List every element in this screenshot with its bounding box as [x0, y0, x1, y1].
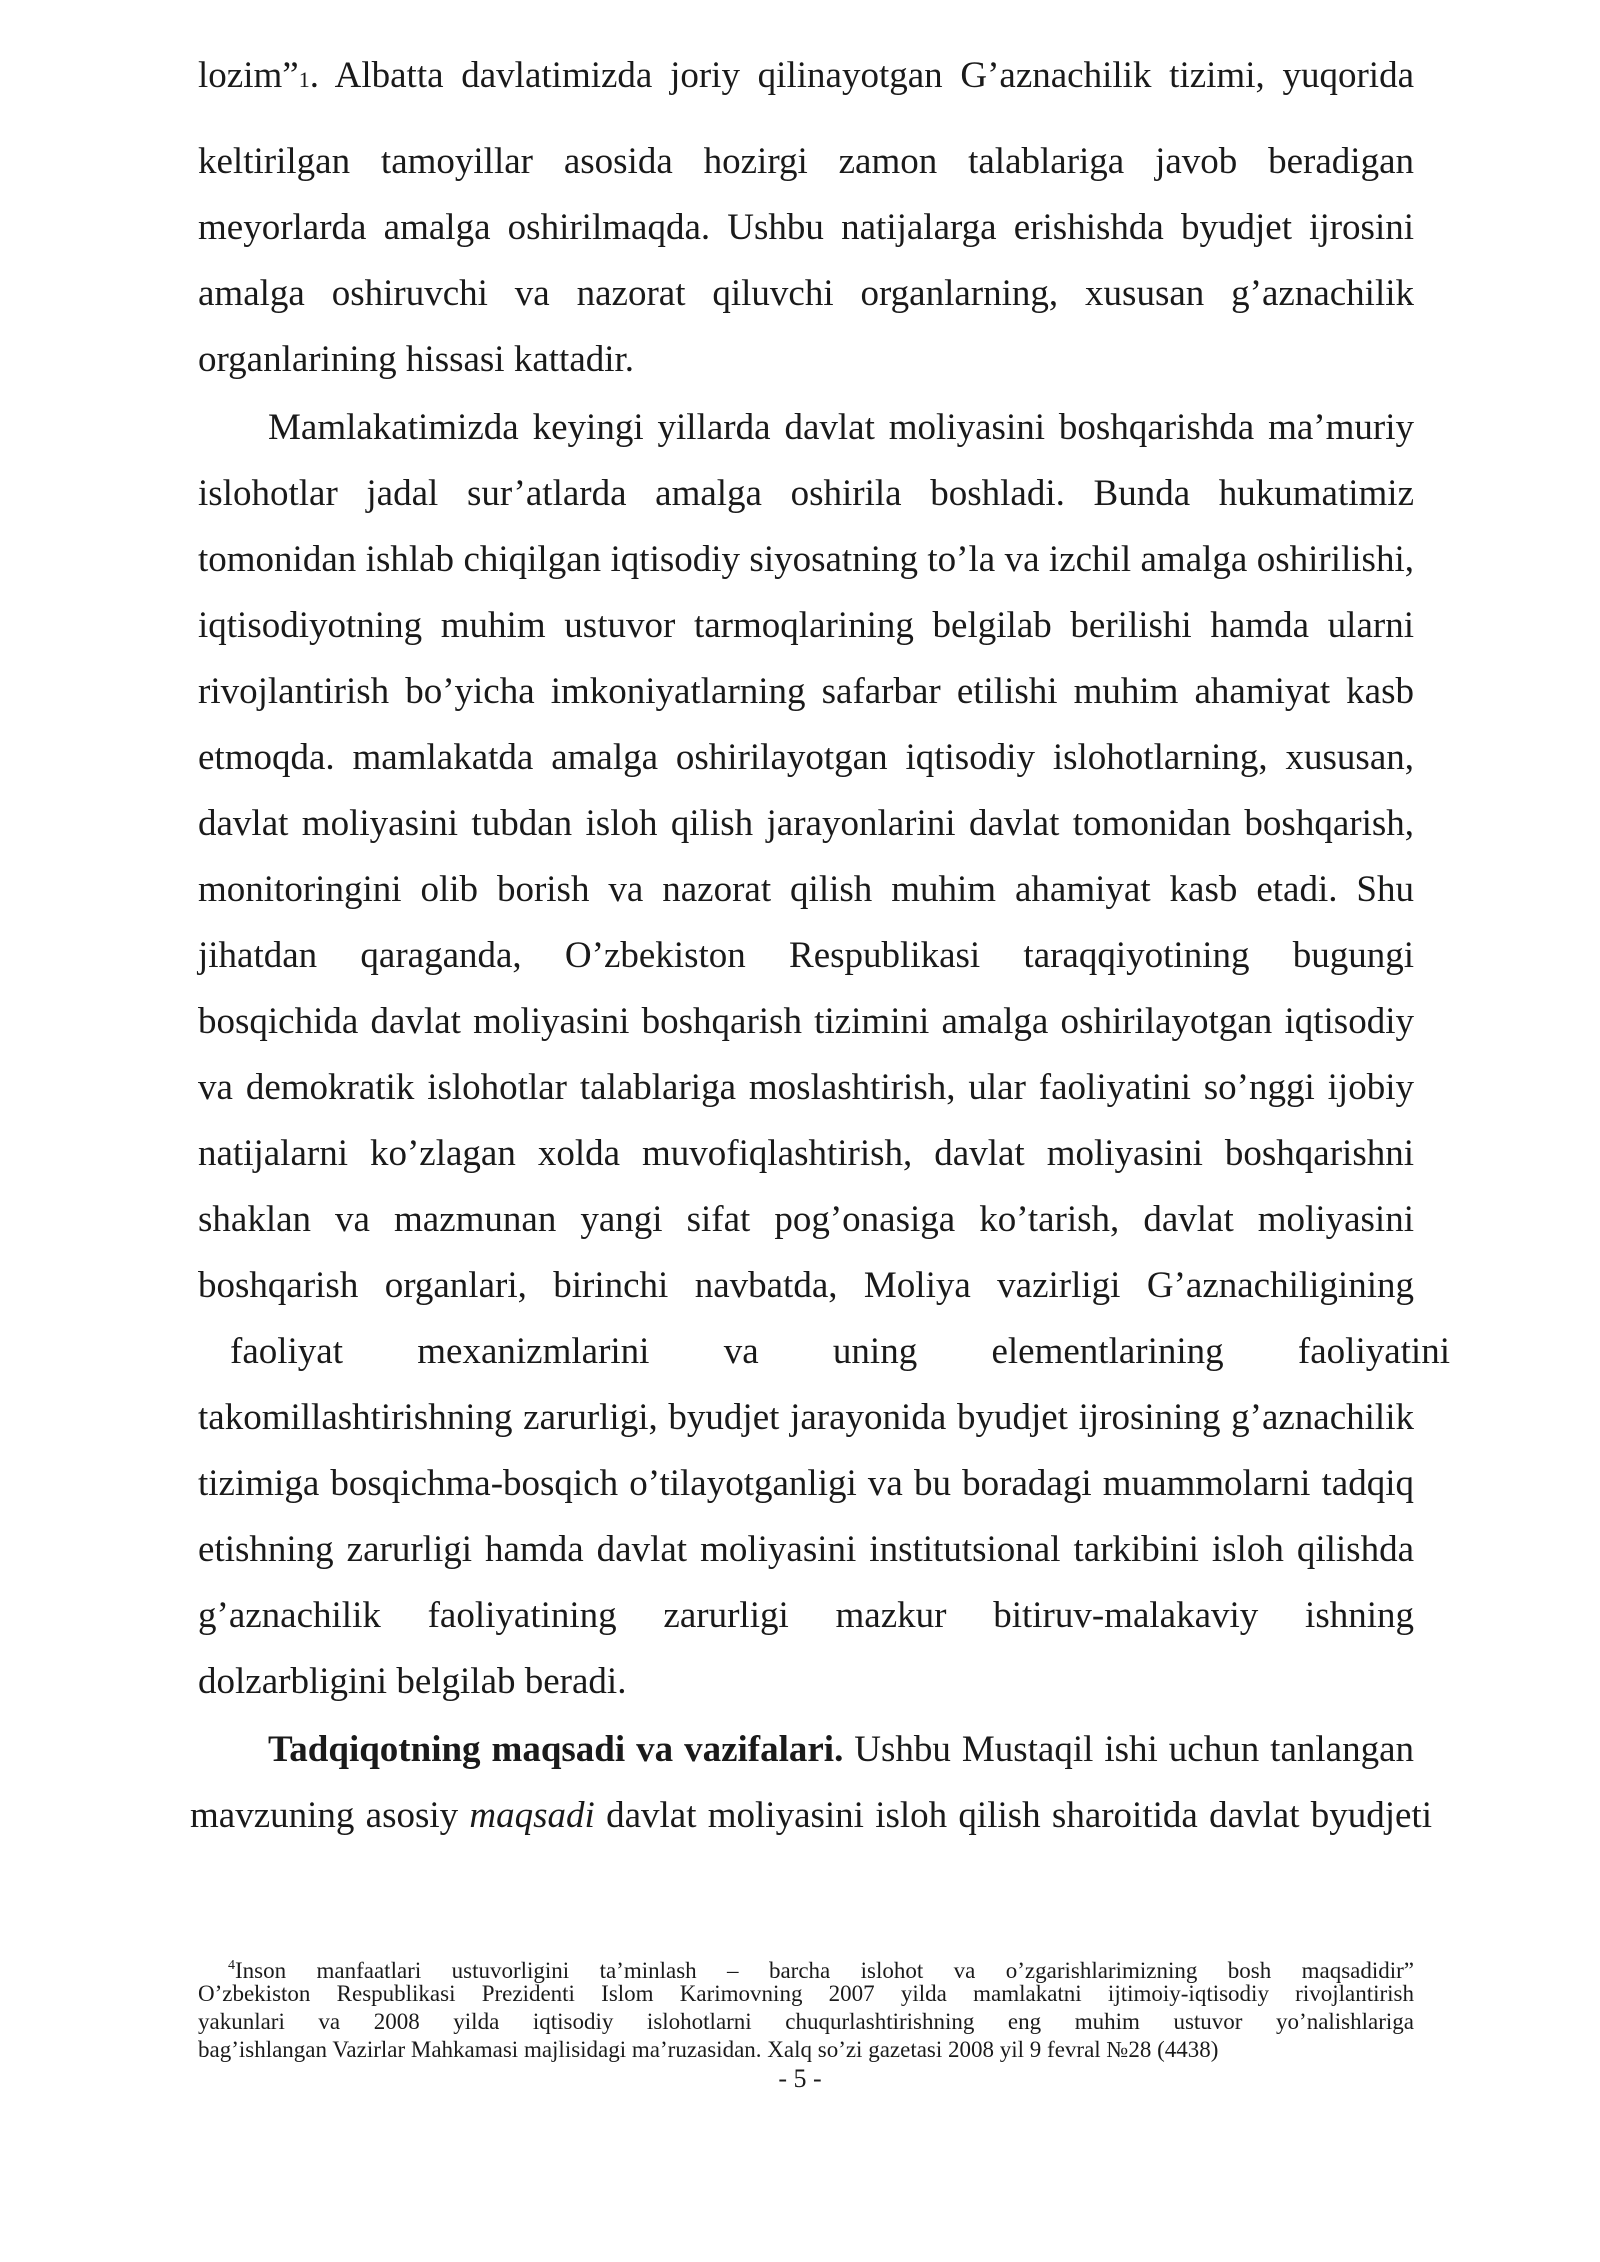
body-line-19: boshqarish organlari, birinchi navbatda, Moliya vazirligi G’aznachiligining — [198, 1265, 1414, 1306]
body-line-25: dolzarbligini belgilab beradi. — [198, 1661, 627, 1702]
purpose-paragraph-line-1: Tadqiqotning maqsadi va vazifalari. Ushbu Mustaqil ishi uchun tanlangan — [268, 1729, 1414, 1770]
body-line-13: monitoringini olib borish va nazorat qilish muhim ahamiyat kasb etadi. Shu — [198, 869, 1414, 910]
body-line-4: amalga oshiruvchi va nazorat qiluvchi organlarning, xususan g’aznachilik — [198, 273, 1414, 314]
footnote-line-3: yakunlari va 2008 yilda iqtisodiy islohotlarni chuqurlashtirishning eng muhim ustuvor yo’nalishlariga — [198, 2009, 1414, 2034]
body-line-9: iqtisodiyotning muhim ustuvor tarmoqlarining belgilab berilishi hamda ularni — [198, 605, 1414, 646]
body-line-14: jihatdan qaraganda, O’zbekiston Respublikasi taraqqiyotining bugungi — [198, 935, 1414, 976]
body-line-11: etmoqda. mamlakatda amalga oshirilayotgan iqtisodiy islohotlarning, xususan, — [198, 737, 1414, 778]
footnote-line-2: O’zbekiston Respublikasi Prezidenti Islom Karimovning 2007 yilda mamlakatni ijtimoiy-iqtisodiy rivojlantirish — [198, 1981, 1414, 2006]
body-line-8: tomonidan ishlab chiqilgan iqtisodiy siyosatning to’la va izchil amalga oshirilishi, — [198, 539, 1414, 580]
body-line-16: va demokratik islohotlar talablariga moslashtirish, ular faoliyatini so’nggi ijobiy — [198, 1067, 1414, 1108]
purpose-heading: Tadqiqotning maqsadi va vazifalari. — [268, 1729, 844, 1770]
footnote-reference: 1 — [298, 67, 310, 92]
body-line-22: tizimiga bosqichma-bosqich o’tilayotganligi va bu boradagi muammolarni tadqiq — [198, 1463, 1414, 1504]
body-line-20: faoliyat mexanizmlarini va uning elementlarining faoliyatini — [230, 1331, 1450, 1372]
emphasized-word: maqsadi — [469, 1795, 595, 1836]
body-line-3: meyorlarda amalga oshirilmaqda. Ushbu natijalarga erishishda byudjet ijrosini — [198, 207, 1414, 248]
body-line-7: islohotlar jadal sur’atlarda amalga oshirila boshladi. Bunda hukumatimiz — [198, 473, 1414, 514]
body-line-23: etishning zarurligi hamda davlat moliyasini institutsional tarkibini isloh qilishda — [198, 1529, 1414, 1570]
footnote-line-4: bag’ishlangan Vazirlar Mahkamasi majlisidagi ma’ruzasidan. Xalq so’zi gazetasi 2008 yil 9 fevral №28 (4438) — [198, 2037, 1219, 2062]
body-line-6: Mamlakatimizda keyingi yillarda davlat moliyasini boshqarishda ma’muriy — [268, 407, 1414, 448]
body-line-12: davlat moliyasini tubdan isloh qilish jarayonlarini davlat tomonidan boshqarish, — [198, 803, 1414, 844]
body-line-1: lozim”1. Albatta davlatimizda joriy qilinayotgan G’aznachilik tizimi, yuqorida — [198, 55, 1414, 96]
body-line-24: g’aznachilik faoliyatining zarurligi mazkur bitiruv-malakaviy ishning — [198, 1595, 1414, 1636]
body-line-21: takomillashtirishning zarurligi, byudjet jarayonida byudjet ijrosining g’aznachilik — [198, 1397, 1414, 1438]
body-line-2: keltirilgan tamoyillar asosida hozirgi zamon talablariga javob beradigan — [198, 141, 1414, 182]
body-line-5: organlarining hissasi kattadir. — [198, 339, 635, 380]
page-number: - 5 - — [778, 2064, 822, 2093]
body-line-15: bosqichida davlat moliyasini boshqarish tizimini amalga oshirilayotgan iqtisodiy — [198, 1001, 1414, 1042]
body-line-18: shaklan va mazmunan yangi sifat pog’onasiga ko’tarish, davlat moliyasini — [198, 1199, 1414, 1240]
body-line-17: natijalarni ko’zlagan xolda muvofiqlashtirish, davlat moliyasini boshqarishni — [198, 1133, 1414, 1174]
footnote-mark: 4 — [228, 1958, 235, 1973]
purpose-paragraph-line-2: mavzuning asosiy maqsadi davlat moliyasini isloh qilish sharoitida davlat byudjeti — [190, 1795, 1432, 1836]
body-line-10: rivojlantirish bo’yicha imkoniyatlarning safarbar etilishi muhim ahamiyat kasb — [198, 671, 1414, 712]
footnote-line-1: $^4$Inson manfaatlari ustuvorligini ta’minlash – barcha islohot va o’zgarishlarimizning bosh maqsadidir” — [228, 1958, 1414, 1983]
